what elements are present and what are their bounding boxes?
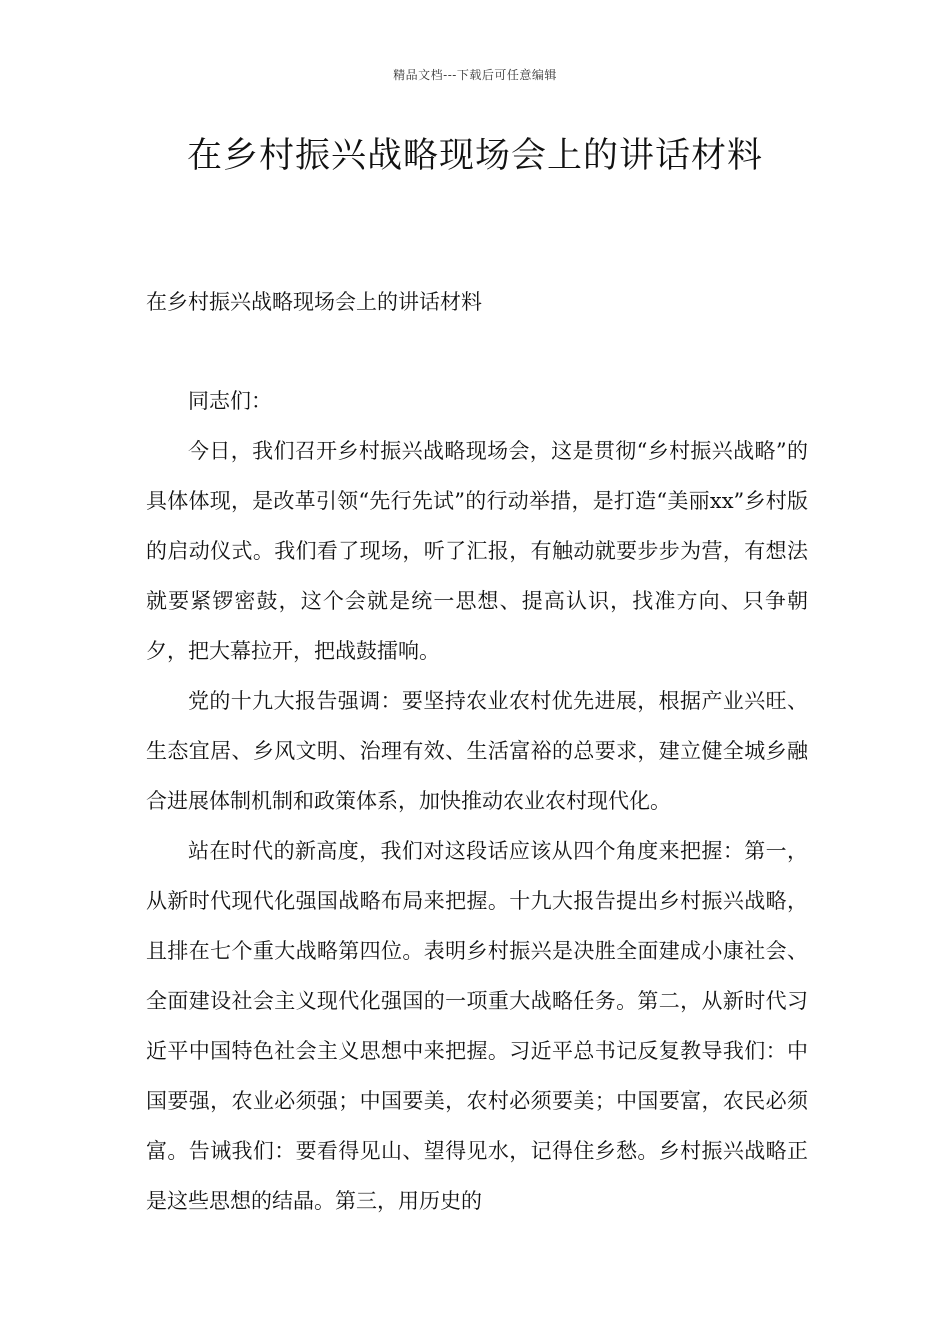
paragraph: 今日，我们召开乡村振兴战略现场会，这是贯彻“乡村振兴战略”的具体体现，是改革引领“先行先试”的行动举措，是打造“美丽xx”乡村版的启动仪式。我们看了现场，听了汇报，有触动就要步步为营，有想法就要紧锣密鼓，这个会就是统一思想、提高认识，找准方向、只争朝夕，把大幕拉开，把战鼓擂响。 [146,439,808,663]
paragraph: 站在时代的新高度，我们对这段话应该从四个角度来把握：第一，从新时代现代化强国战略布局来把握。十九大报告提出乡村振兴战略，且排在七个重大战略第四位。表明乡村振兴是决胜全面建成小康社会、全面建设社会主义现代化强国的一项重大战略任务。第二，从新时代习近平中国特色社会主义思想中来把握。习近平总书记反复教导我们：中国要强，农业必须强；中国要美，农村必须要美；中国要富，农民必须富。告诫我们：要看得见山、望得见水，记得住乡愁。乡村振兴战略正是这些思想的结晶。第三，用历史的 [146,839,808,1213]
page-title: 在乡村振兴战略现场会上的讲话材料 [186,136,763,176]
header-note: 精品文档---下载后可任意编辑 [393,68,557,82]
document-body [146,376,808,1226]
paragraph: 党的十九大报告强调：要坚持农业农村优先进展，根据产业兴旺、生态宜居、乡风文明、治理有效、生活富裕的总要求，建立健全城乡融合进展体制机制和政策体系，加快推动农业农村现代化。 [146,689,808,813]
document-subtitle: 在乡村振兴战略现场会上的讲话材料 [146,290,482,314]
salutation: 同志们： [188,389,272,413]
